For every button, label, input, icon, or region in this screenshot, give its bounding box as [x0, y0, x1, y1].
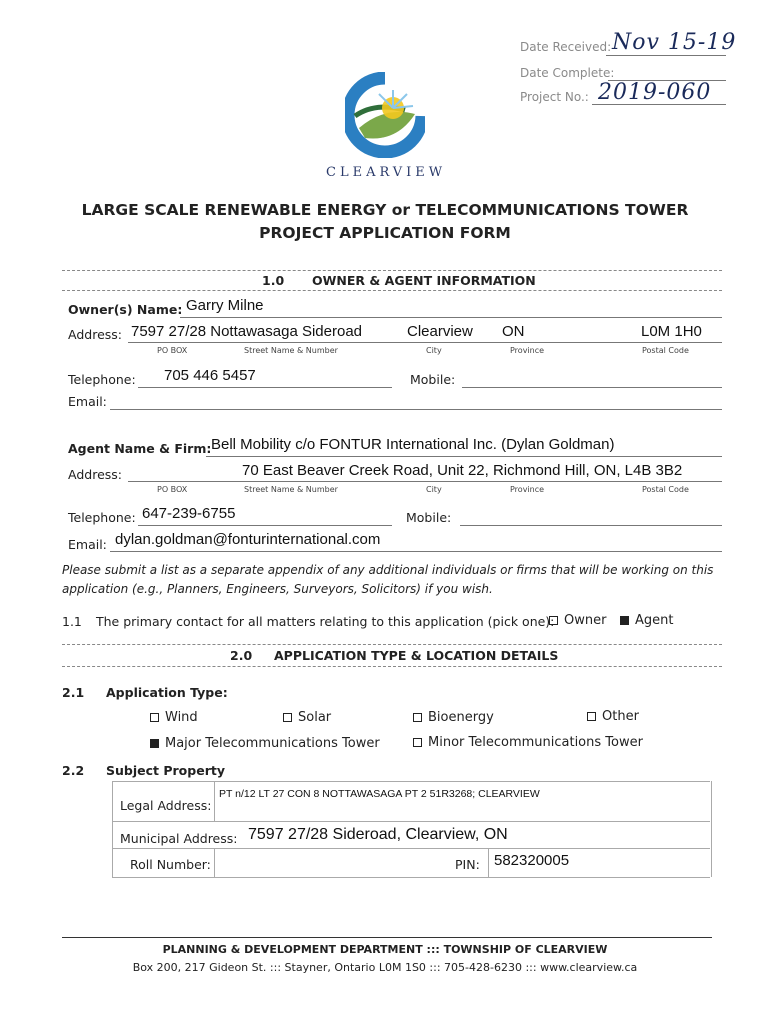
- owner-telephone-field[interactable]: 705 446 5457: [164, 367, 256, 384]
- footer-address: Box 200, 217 Gideon St. ::: Stayner, Ontario L0M 1S0 ::: 705-428-6230 ::: www.clearview.ca: [132, 961, 638, 974]
- agent-address-label: Address:: [68, 467, 122, 482]
- legal-address-label: Legal Address:: [120, 798, 212, 813]
- agent-telephone-field[interactable]: 647-239-6755: [142, 505, 236, 522]
- agent-name-field[interactable]: Bell Mobility c/o FONTUR International Inc. (Dylan Goldman): [211, 436, 615, 453]
- roll-number-label: Roll Number:: [130, 857, 211, 872]
- form-title-line2: PROJECT APPLICATION FORM: [259, 224, 511, 242]
- solar-checkbox[interactable]: [283, 713, 292, 722]
- q21-label: Application Type:: [106, 685, 228, 700]
- owner-pobox-caption: PO BOX: [157, 346, 188, 355]
- q11-text: The primary contact for all matters relating to this application (pick one):: [96, 614, 555, 629]
- owner-telephone-label: Telephone:: [68, 372, 136, 387]
- date-complete-label: Date Complete:: [520, 66, 615, 80]
- owner-name-label: Owner(s) Name:: [68, 302, 183, 317]
- agent-name-line: [206, 456, 722, 457]
- project-no-line: [592, 104, 726, 105]
- subject-property-top-rule: [112, 781, 710, 782]
- agent-telephone-label: Telephone:: [68, 510, 136, 525]
- owner-mobile-line: [462, 387, 722, 388]
- roll-number-divider: [214, 848, 215, 877]
- municipal-address-field[interactable]: 7597 27/28 Sideroad, Clearview, ON: [248, 826, 508, 843]
- municipal-address-bottom-rule: [112, 848, 710, 849]
- agent-telephone-line: [138, 525, 392, 526]
- legal-address-bottom-rule: [112, 821, 710, 822]
- pin-divider: [488, 848, 489, 877]
- q11-agent-option[interactable]: Agent: [620, 613, 673, 628]
- owner-city-field[interactable]: Clearview: [407, 323, 473, 340]
- option-other[interactable]: Other: [587, 709, 639, 724]
- q11-number: 1.1: [62, 614, 82, 629]
- owner-mobile-label: Mobile:: [410, 372, 456, 387]
- section1-number: 1.0: [262, 273, 285, 288]
- owner-email-line: [110, 409, 722, 410]
- section1-top-rule: [62, 270, 722, 271]
- wind-checkbox[interactable]: [150, 713, 159, 722]
- agent-email-field[interactable]: dylan.goldman@fonturinternational.com: [115, 531, 381, 548]
- owner-address-line: [128, 342, 722, 343]
- major-tower-checkbox[interactable]: [150, 739, 159, 748]
- agent-postal-caption: Postal Code: [642, 485, 689, 494]
- footer-rule: [62, 937, 712, 938]
- owner-name-field[interactable]: Garry Milne: [186, 297, 264, 314]
- section1-bottom-rule: [62, 290, 722, 291]
- q22-number: 2.2: [62, 763, 85, 778]
- legal-address-field[interactable]: PT n/12 LT 27 CON 8 NOTTAWASAGA PT 2 51R3268; CLEARVIEW: [219, 788, 540, 800]
- clearview-logo-icon: [345, 72, 425, 158]
- owner-street-caption: Street Name & Number: [244, 346, 338, 355]
- form-title-line1: LARGE SCALE RENEWABLE ENERGY or TELECOMMUNICATIONS TOWER: [81, 201, 689, 219]
- owner-street-field[interactable]: 7597 27/28 Nottawasaga Sideroad: [131, 323, 363, 340]
- q11-owner-option[interactable]: Owner: [549, 613, 606, 628]
- agent-email-label: Email:: [68, 537, 107, 552]
- agent-address-field[interactable]: 70 East Beaver Creek Road, Unit 22, Richmond Hill, ON, L4B 3B2: [242, 462, 683, 479]
- minor-tower-checkbox[interactable]: [413, 738, 422, 747]
- option-minor-tower[interactable]: Minor Telecommunications Tower: [413, 735, 643, 750]
- pin-label: PIN:: [455, 857, 480, 872]
- owner-postal-caption: Postal Code: [642, 346, 689, 355]
- agent-pobox-caption: PO BOX: [157, 485, 188, 494]
- section1-title: OWNER & AGENT INFORMATION: [312, 273, 536, 288]
- bioenergy-checkbox[interactable]: [413, 713, 422, 722]
- q21-number: 2.1: [62, 685, 85, 700]
- project-no-value: 2019-060: [598, 80, 712, 105]
- date-received-value: Nov 15-19: [612, 30, 737, 55]
- owner-province-caption: Province: [510, 346, 545, 355]
- footer-department: PLANNING & DEVELOPMENT DEPARTMENT ::: TOWNSHIP OF CLEARVIEW: [162, 943, 608, 956]
- project-no-label: Project No.:: [520, 90, 589, 104]
- owner-address-label: Address:: [68, 327, 122, 342]
- section2-bottom-rule: [62, 666, 722, 667]
- pin-field[interactable]: 582320005: [494, 852, 570, 869]
- subject-property-bottom-rule: [112, 877, 710, 878]
- owner-province-field[interactable]: ON: [502, 323, 525, 340]
- appendix-note: Please submit a list as a separate appendix of any additional individuals or firms that will be working on this application (e.g., Planners, Engineers, Surveyors, Solicitors) if you wish.: [62, 563, 714, 596]
- section2-number: 2.0: [230, 648, 253, 663]
- option-bioenergy[interactable]: Bioenergy: [413, 710, 494, 725]
- municipal-address-label: Municipal Address:: [120, 831, 238, 846]
- section2-title: APPLICATION TYPE & LOCATION DETAILS: [274, 648, 559, 663]
- owner-city-caption: City: [426, 346, 442, 355]
- q11-agent-checkbox[interactable]: [620, 616, 629, 625]
- agent-address-line: [128, 481, 722, 482]
- date-received-label: Date Received:: [520, 40, 612, 54]
- clearview-wordmark: CLEARVIEW: [326, 165, 447, 180]
- q11-owner-checkbox[interactable]: [549, 616, 558, 625]
- agent-city-caption: City: [426, 485, 442, 494]
- other-checkbox[interactable]: [587, 712, 596, 721]
- agent-email-line: [110, 551, 722, 552]
- agent-mobile-line: [460, 525, 722, 526]
- section2-top-rule: [62, 644, 722, 645]
- owner-email-label: Email:: [68, 394, 107, 409]
- option-solar[interactable]: Solar: [283, 710, 331, 725]
- legal-address-divider: [214, 781, 215, 821]
- q22-label: Subject Property: [106, 763, 225, 778]
- option-major-tower[interactable]: Major Telecommunications Tower: [150, 736, 380, 751]
- owner-postal-field[interactable]: L0M 1H0: [641, 323, 702, 340]
- agent-province-caption: Province: [510, 485, 545, 494]
- agent-street-caption: Street Name & Number: [244, 485, 338, 494]
- option-wind[interactable]: Wind: [150, 710, 198, 725]
- owner-name-line: [180, 317, 722, 318]
- agent-label: Agent Name & Firm:: [68, 441, 212, 456]
- date-received-line: [606, 55, 726, 56]
- agent-mobile-label: Mobile:: [406, 510, 452, 525]
- owner-telephone-line: [138, 387, 392, 388]
